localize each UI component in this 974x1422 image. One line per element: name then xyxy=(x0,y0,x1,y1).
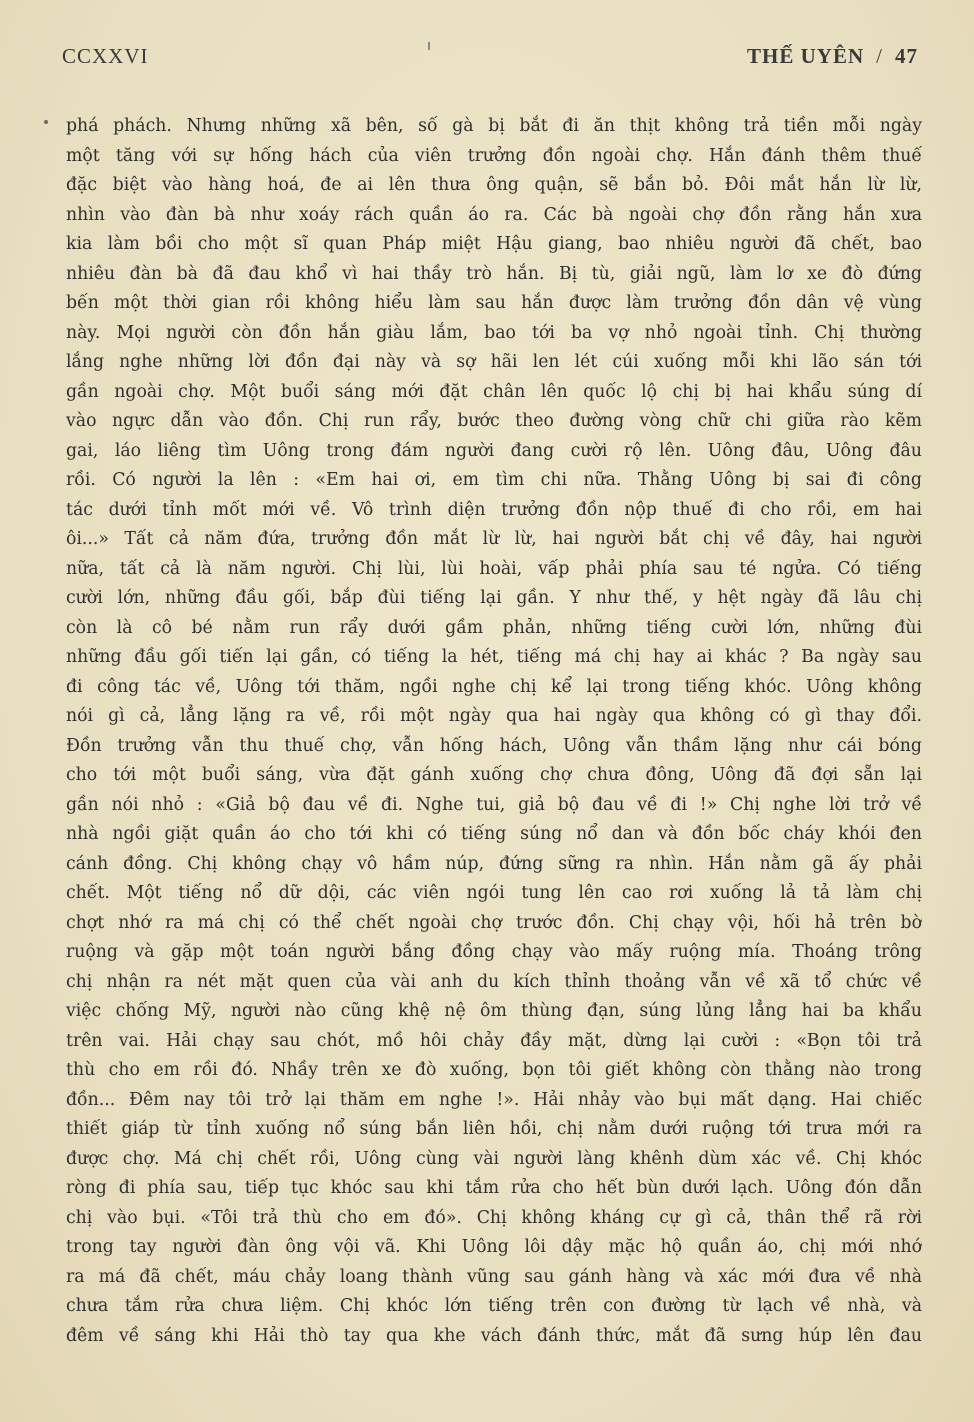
text-line: Đồn trưởng vẫn thu thuế chợ, vẫn hống hách, Uông vẫn thầm lặng như cái bóng xyxy=(66,735,922,756)
text-line: đặc biệt vào hàng hoá, đe ai lên thưa ông quận, sẽ bắn bỏ. Đôi mắt hắn lừ lừ, xyxy=(66,175,922,195)
text-line: nhiêu đàn bà đã đau khổ vì hai thầy trò hắn. Bị tù, giải ngũ, làm lơ xe đò đứng xyxy=(66,263,922,284)
text-line: lắng nghe những lời đồn đại này và sợ hãi len lét cúi xuống mỗi khi lão sán tới xyxy=(66,352,922,372)
text-line: tác dưới tỉnh mốt mới về. Vô trình diện trưởng đồn nộp thuế đi cho rồi, em hai xyxy=(66,499,922,520)
text-line: phá phách. Nhưng những xã bên, số gà bị bắt đi ăn thịt không trả tiền mỗi ngày xyxy=(66,116,922,136)
text-line: cười lớn, những đầu gối, bắp đùi tiếng lại gần. Y như thế, y hệt ngày đã lâu chị xyxy=(66,588,922,608)
text-line: ruộng và gặp một toán người bắng đồng chạy vào mấy ruộng mía. Thoáng trông xyxy=(66,942,922,962)
text-line: gai, láo liêng tìm Uông trong đám người đang cười rộ lên. Uông đâu, Uông đâu xyxy=(66,440,922,461)
header-right xyxy=(747,44,918,69)
text-line: việc chống Mỹ, người nào cũng khệ nệ ôm thùng đạn, súng lủng lẳng hai ba khẩu xyxy=(66,1001,922,1021)
text-line: thiết giáp từ tỉnh xuống nổ súng bắn liên hồi, chị nằm dưới ruộng tới trưa mới ra xyxy=(66,1119,922,1139)
text-line: kia làm bồi cho một sĩ quan Pháp miệt Hậu giang, bao nhiêu người đã chết, bao xyxy=(66,234,922,254)
text-line: nhìn vào đàn bà như xoáy rách quần áo ra. Các bà ngoài chợ đồn rằng hắn xưa xyxy=(66,204,922,225)
text-line: trên vai. Hải chạy sau chót, mồ hôi chảy đầy mặt, dừng lại cười : «Bọn tôi trả xyxy=(66,1030,922,1051)
text-line: đồn... Đêm nay tôi trở lại thăm em nghe !». Hải nhảy vào bụi mất dạng. Hai chiếc xyxy=(66,1089,922,1110)
text-line: những đầu gối tiến lại gần, có tiếng la hét, tiếng má chị hay ai khác ? Ba ngày sau xyxy=(66,647,922,667)
text-line: ròng đi phía sau, tiếp tục khóc sau khi tắm rửa cho hết bùn dưới lạch. Uông đón dẫn xyxy=(66,1178,922,1198)
text-line: chợt nhớ ra má chị có thể chết ngoài chợ trước đồn. Chị chạy vội, hối hả trên bờ xyxy=(66,912,922,933)
text-line: một tăng với sự hống hách của viên trưởng đồn ngoài chợ. Hắn đánh thêm thuế xyxy=(66,145,922,166)
text-line: nói gì cả, lẳng lặng ra về, rồi một ngày qua hai ngày qua không có gì thay đổi. xyxy=(66,706,922,726)
header-separator: / xyxy=(876,44,883,68)
text-line: chị nhận ra nét mặt quen của vài anh du kích thỉnh thoảng vẫn về xã tổ chức về xyxy=(66,971,922,992)
text-line: ôi...» Tất cả năm đứa, trưởng đồn mắt lừ lừ, hai người bắt chị về đây, hai người xyxy=(66,529,922,549)
text-line: bến một thời gian rồi không hiểu làm sau hắn được làm trưởng đồn dân vệ vùng xyxy=(66,293,922,313)
header-title: THẾ UYÊN xyxy=(747,44,865,68)
text-line: này. Mọi người còn đồn hắn giàu lắm, bao tới ba vợ nhỏ ngoài tỉnh. Chị thường xyxy=(66,322,922,343)
text-line: đêm về sáng khi Hải thò tay qua khe vách đánh thức, mắt đã sưng húp lên đau xyxy=(66,1325,922,1346)
text-line: rồi. Có người la lên : «Em hai ơi, em tìm chi nữa. Thằng Uông bị sai đi công xyxy=(66,470,922,490)
text-line: thù cho em rồi đó. Nhầy trên xe đò xuống, bọn tôi giết không còn thằng nào trong xyxy=(66,1060,922,1080)
text-line: chết. Một tiếng nổ dữ dội, các viên ngói tung lên cao rơi xuống lả tả làm chị xyxy=(66,883,922,903)
text-line: chưa tắm rửa chưa liệm. Chị khóc lớn tiếng trên con đường từ lạch về nhà, và xyxy=(66,1296,922,1316)
text-line: vào ngực dẫn vào đồn. Chị run rẩy, bước theo đường vòng chữ chi giữa rào kẽm xyxy=(66,411,922,431)
text-line: ra má đã chết, máu chảy loang thành vũng sau gánh hàng và xác mới đưa về nhà xyxy=(66,1266,922,1287)
text-line: trong tay người đàn ông vội vã. Khi Uông lôi dậy mặc hộ quần áo, chị mới nhớ xyxy=(66,1237,922,1257)
text-line: chị vào bụi. «Tôi trả thù cho em đó». Chị không kháng cự gì cả, thân thể rã rời xyxy=(66,1207,922,1228)
text-line: được chợ. Má chị chết rồi, Uông cùng vài người làng khênh dùm xác về. Chị khóc xyxy=(66,1148,922,1169)
text-line: còn là cô bé nằm run rẩy dưới gầm phản, những tiếng cười lớn, những đùi xyxy=(66,617,922,638)
body-text xyxy=(66,112,922,1351)
text-line: đi công tác về, Uông tới thăm, ngồi nghe chị kể lại trong tiếng khóc. Uông không xyxy=(66,676,922,697)
text-line: gần nói nhỏ : «Giả bộ đau về đi. Nghe tui, giả bộ đau về đi !» Chị nghe lời trở về xyxy=(66,794,922,815)
text-line: cánh đồng. Chị không chạy vô hầm núp, đứng sững ra nhìn. Hắn nằm gã ấy phải xyxy=(66,853,922,874)
margin-dot xyxy=(44,120,48,124)
header-section-number: CCXXVI xyxy=(62,44,149,68)
text-line: nữa, tất cả là năm người. Chị lùi, lùi hoài, vấp phải phía sau té ngửa. Có tiếng xyxy=(66,558,922,579)
page-number: 47 xyxy=(895,44,918,68)
running-header xyxy=(62,44,918,74)
text-line: nhà ngồi giặt quần áo cho tới khi có tiếng súng nổ dan và đồn bốc cháy khói đen xyxy=(66,824,922,844)
text-line: gần ngoài chợ. Một buổi sáng mới đặt chân lên quốc lộ chị bị hai khẩu súng dí xyxy=(66,381,922,402)
text-line: cho tới một buổi sáng, vừa đặt gánh xuống chợ chưa đông, Uông đã đợi sẵn lại xyxy=(66,765,922,785)
